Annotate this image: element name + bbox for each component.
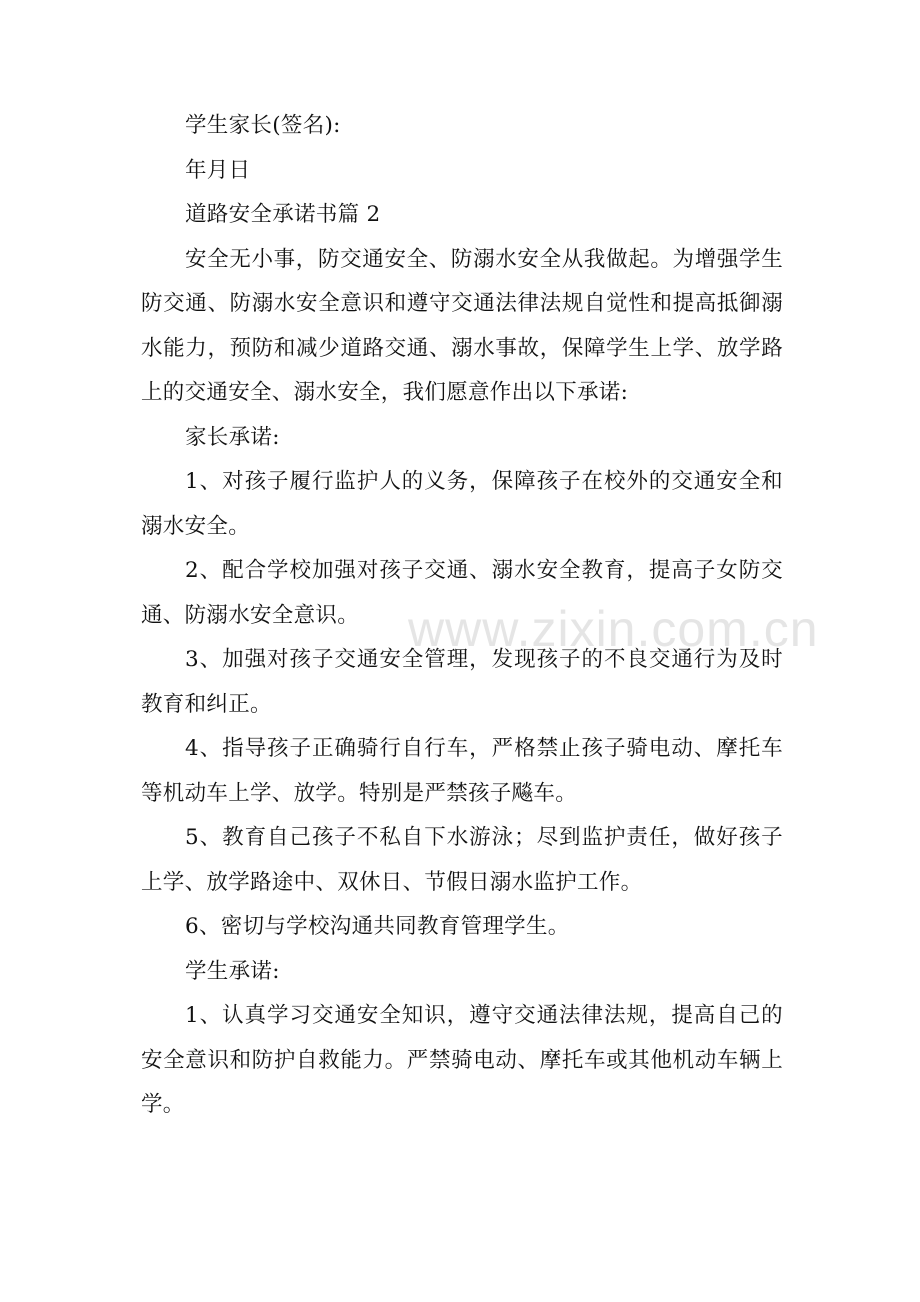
- student-pledge-heading: 学生承诺:: [185, 958, 280, 984]
- parent-pledge-item-4: 4、指导孩子正确骑行自行车，严格禁止孩子骑电动、摩托车等机动车上学、放学。特别是严禁孩子飚车。: [141, 736, 783, 806]
- parent-signature-line: 学生家长(签名):: [185, 113, 341, 138]
- parent-pledge-item-1: 1、对孩子履行监护人的义务，保障孩子在校外的交通安全和溺水安全。: [141, 469, 783, 539]
- parent-pledge-heading: 家长承诺:: [185, 424, 280, 450]
- watermark: www.zixin.com.cn: [408, 601, 819, 657]
- intro-paragraph: 安全无小事，防交通安全、防溺水安全从我做起。为增强学生防交通、防溺水安全意识和遵守交通法律法规自觉性和提高抵御溺水能力，预防和减少道路交通、溺水事故，保障学生上学、放学路上的交通安全、溺水安全，我们愿意作出以下承诺:: [141, 246, 783, 405]
- parent-pledge-item-2: 2、配合学校加强对孩子交通、溺水安全教育，提高子女防交通、防溺水安全意识。: [141, 558, 783, 628]
- document-page: [141, 104, 783, 1128]
- parent-pledge-item-5: 5、教育自己孩子不私自下水游泳；尽到监护责任，做好孩子上学、放学路途中、双休日、节假日溺水监护工作。: [141, 825, 783, 895]
- date-line: 年月日: [185, 157, 251, 183]
- parent-pledge-item-6: 6、密切与学校沟通共同教育管理学生。: [185, 914, 570, 939]
- section-title: 道路安全承诺书篇 2: [185, 202, 381, 227]
- student-pledge-item-1: 1、认真学习交通安全知识，遵守交通法律法规，提高自己的安全意识和防护自救能力。严禁骑电动、摩托车或其他机动车辆上学。: [141, 1003, 783, 1117]
- parent-pledge-item-3: 3、加强对孩子交通安全管理，发现孩子的不良交通行为及时教育和纠正。: [141, 647, 783, 717]
